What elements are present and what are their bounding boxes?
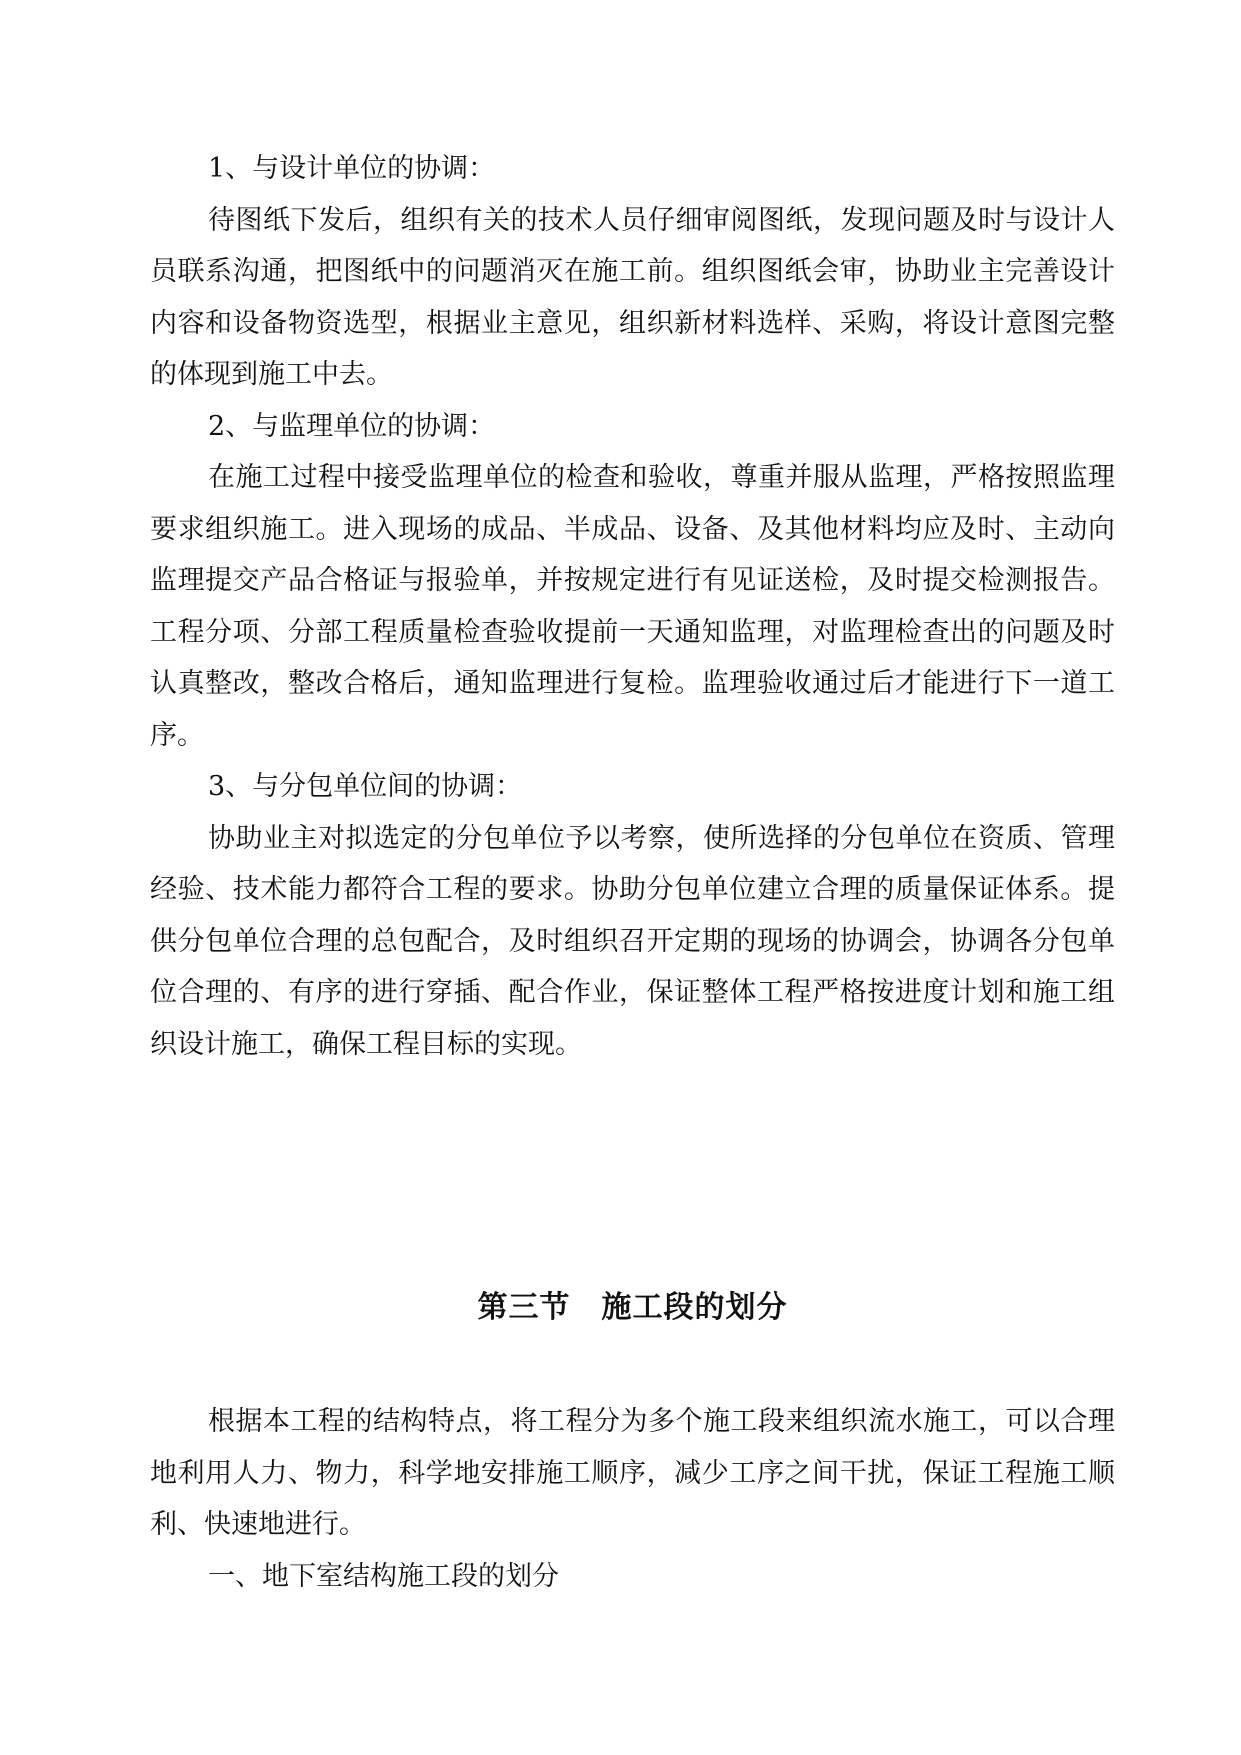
intro-paragraph: 根据本工程的结构特点，将工程分为多个施工段来组织流水施工，可以合理地利用人力、物力，科学地安排施工顺序，减少工序之间干扰，保证工程施工顺利、快速地进行。 — [150, 1406, 1115, 1540]
item2-paragraph: 在施工过程中接受监理单位的检查和验收，尊重并服从监理，严格按照监理要求组织施工。进入现场的成品、半成品、设备、及其他材料均应及时、主动向监理提交产品合格证与报验单，并按规定进行有见证送检，及时提交检测报告。工程分项、分部工程质量检查验收提前一天通知监理，对监理检查出的问题及时认真整改，整改合格后，通知监理进行复检。监理验收通过后才能进行下一道工序。 — [150, 462, 1115, 751]
section-title: 第三节 施工段的划分 — [477, 1290, 788, 1325]
item2-heading: 2、与监理单位的协调： — [208, 410, 496, 442]
item3-heading: 3、与分包单位间的协调： — [208, 771, 523, 802]
coordination-section — [150, 143, 1115, 1070]
item1-paragraph: 待图纸下发后，组织有关的技术人员仔细审阅图纸，发现问题及时与设计人员联系沟通，把图纸中的问题消灭在施工前。组织图纸会审，协助业主完善设计内容和设备物资选型，根据业主意见，组织新材料选样、采购，将设计意图完整的体现到施工中去。 — [150, 204, 1115, 390]
construction-stage-section — [150, 1396, 1115, 1602]
item3-paragraph: 协助业主对拟选定的分包单位予以考察，使所选择的分包单位在资质、管理经验、技术能力都符合工程的要求。协助分包单位建立合理的质量保证体系。提供分包单位合理的总包配合，及时组织召开定期的现场的协调会，协调各分包单位合理的、有序的进行穿插、配合作业，保证整体工程严格按进度计划和施工组织设计施工，确保工程目标的实现。 — [150, 822, 1115, 1060]
item1-heading: 1、与设计单位的协调： — [208, 153, 496, 184]
sub-heading: 一、地下室结构施工段的划分 — [208, 1560, 559, 1592]
